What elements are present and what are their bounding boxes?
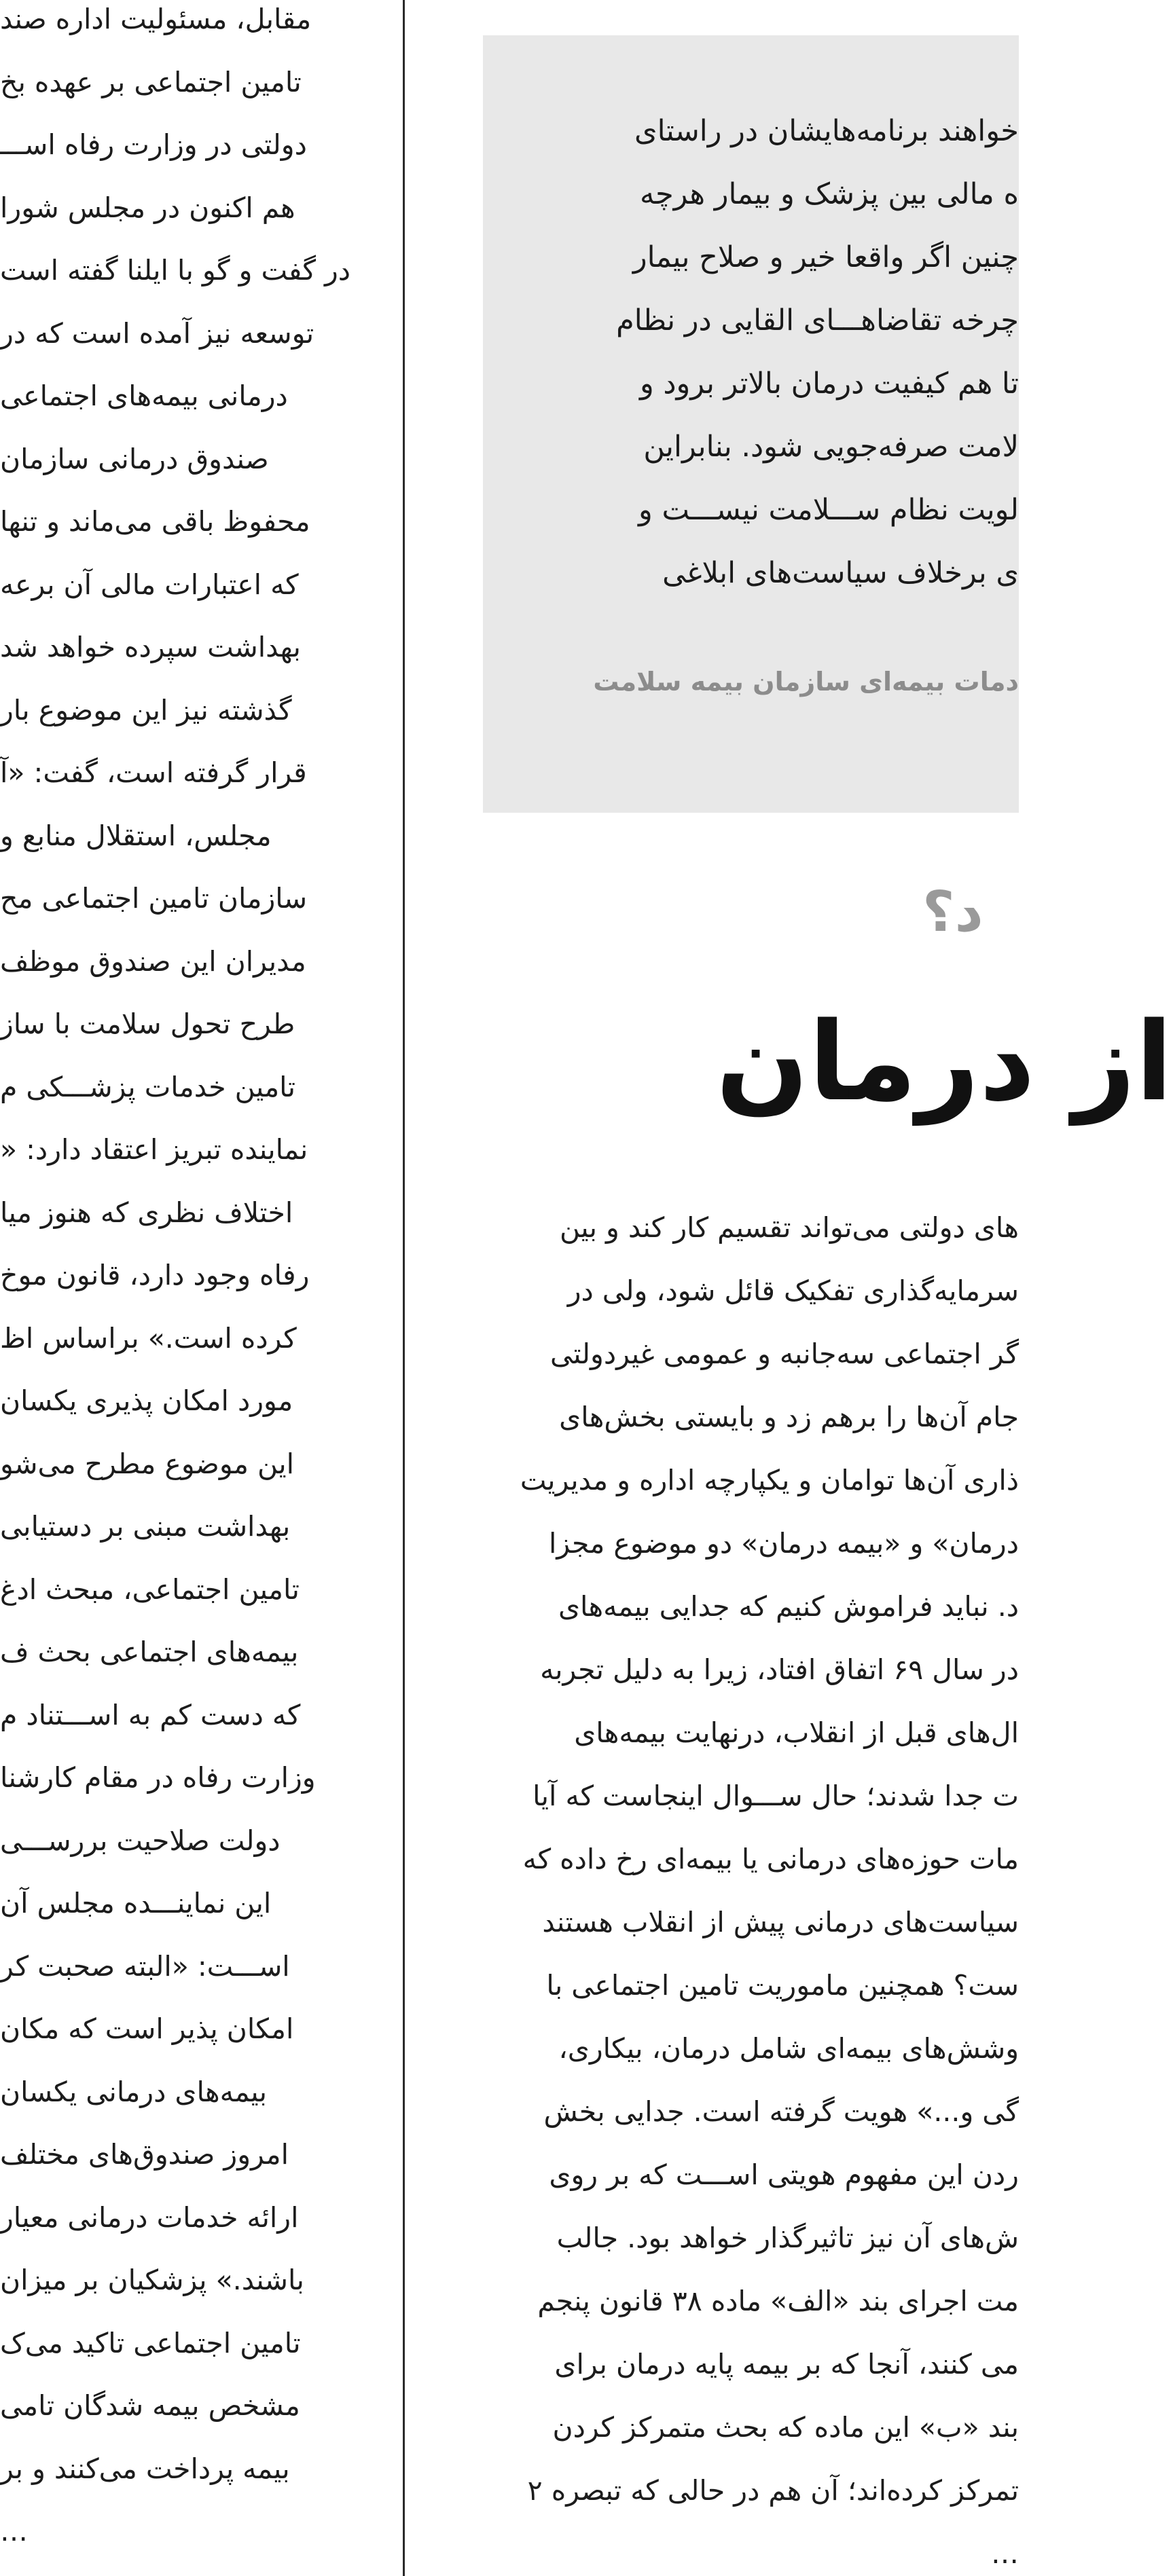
text-line: … — [0, 2515, 28, 2547]
text-line: ردن این مفهوم هویتی اســـت که بر روی — [549, 2158, 1019, 2191]
text-line: بیمه‌های اجتماعی بحث ف — [0, 1636, 299, 1668]
text-line: گی و...» هویت گرفته است. جدایی بخش — [543, 2095, 1019, 2128]
text-line: تامین خدمات پزشـــکی م — [0, 1070, 296, 1103]
text-line: که اعتبارات مالی آن برعه — [0, 568, 299, 601]
text-line: توسعه نیز آمده است که در — [0, 316, 314, 350]
quote-line: چرخه تقاضاهـــای القایی در نظام — [616, 303, 1019, 337]
text-line: بیمه پرداخت می‌کنند و بر — [0, 2452, 290, 2485]
text-line: وزارت رفاه در مقام کارشنا — [0, 1761, 316, 1794]
text-line: مقابل، مسئولیت اداره صند — [0, 3, 312, 35]
text-line: بهداشت مبنی بر دستیابی — [0, 1510, 291, 1543]
text-line: درمان» و «بیمه درمان» دو موضوع مجزا — [548, 1527, 1019, 1560]
text-line: امکان پذیر است که مکان — [0, 2012, 294, 2045]
text-line: تامین اجتماعی تاکید می‌ک — [0, 2326, 301, 2359]
text-line: ت جدا شدند؛ حال ســـوال اینجاست که آیا — [533, 1780, 1019, 1812]
text-line: محفوظ باقی می‌ماند و تنها — [0, 505, 310, 538]
text-line: تمرکز کرده‌اند؛ آن هم در حالی که تبصره ۲ — [527, 2474, 1019, 2507]
text-line: وشش‌های بیمه‌ای شامل درمان، بیکاری، — [558, 2032, 1019, 2065]
column-divider — [403, 0, 405, 2576]
text-line: جام آن‌ها را برهم زد و بایستی بخش‌های — [559, 1401, 1019, 1433]
text-line: مدیران این صندوق موظف — [0, 944, 306, 978]
quote-line: ه مالی بین پزشک و بیمار هرچه — [640, 177, 1019, 211]
text-line: مورد امکان پذیری یکسان — [0, 1384, 293, 1417]
text-line: قرار گرفته است، گفت: «آ — [0, 756, 307, 789]
text-line: هم اکنون در مجلس شورا — [0, 191, 295, 224]
quote-line: لامت صرفه‌جویی شود. بنابراین — [643, 430, 1019, 464]
quote-line: چنین اگر واقعا خیر و صلاح بیمار — [632, 240, 1019, 274]
text-line: بهداشت سپرده خواهد شد — [0, 631, 301, 663]
text-line: سیاست‌های درمانی پیش از انقلاب هستند — [542, 1906, 1019, 1938]
text-line: این نماینـــده مجلس آن — [0, 1887, 272, 1919]
headline: از درمان — [716, 998, 1173, 1125]
text-line: دولت صلاحیت بررســـی — [0, 1824, 281, 1857]
text-line: باشند.» پزشکیان بر میزان — [0, 2264, 304, 2296]
text-line: تامین اجتماعی، مبحث ادغ — [0, 1572, 300, 1606]
text-line: نماینده تبریز اعتقاد دارد: « — [0, 1133, 308, 1166]
kicker-text: د؟ — [922, 880, 983, 944]
pull-quote-box — [483, 35, 1019, 813]
text-line: صندوق درمانی سازمان — [0, 442, 269, 475]
text-line: ارائه خدمات درمانی معیار — [0, 2201, 299, 2234]
text-line: سازمان تامین اجتماعی مح — [0, 882, 308, 915]
text-line: مت اجرای بند «الف» ماده ۳۸ قانون پنجم — [537, 2285, 1019, 2317]
text-line: در گفت و گو با ایلنا گفته است — [0, 254, 351, 287]
text-line: مجلس، استقلال منابع و — [0, 819, 272, 852]
quote-line: خواهند برنامه‌هایشان در راستای — [634, 114, 1019, 148]
text-line: اســـت: «البته صحبت کر — [0, 1949, 290, 1983]
text-line: دولتی در وزارت رفاه اســـ — [0, 128, 307, 161]
text-line: می کنند، آنجا که بر بیمه پایه درمان برای — [554, 2348, 1019, 2380]
pull-quote-source: دمات بیمه‌ای سازمان بیمه سلامت — [593, 667, 1019, 697]
text-line: اختلاف نظری که هنوز میا — [0, 1196, 293, 1229]
text-line: که دست کم به اســـتناد م — [0, 1698, 301, 1731]
text-line: رفاه وجود دارد، قانون موخ — [0, 1259, 310, 1291]
text-line: مات حوزه‌های درمانی یا بیمه‌ای رخ داده که — [522, 1843, 1019, 1875]
text-line: ال‌های قبل از انقلاب، درنهایت بیمه‌های — [574, 1716, 1019, 1749]
text-line: گذشته نیز این موضوع بار — [0, 693, 292, 726]
quote-line: ی برخلاف سیاست‌های ابلاغی — [662, 556, 1019, 590]
text-line: درمانی بیمه‌های اجتماعی — [0, 380, 288, 412]
text-line: بیمه‌های درمانی یکسان — [0, 2075, 268, 2108]
text-line: امروز صندوق‌های مختلف — [0, 2138, 289, 2171]
text-line: مشخص بیمه شدگان تامی — [0, 2389, 300, 2422]
text-line: ست؟ همچنین ماموریت تامین اجتماعی با — [546, 1969, 1019, 2002]
text-line: گر اجتماعی سه‌جانبه و عمومی غیردولتی — [550, 1338, 1019, 1370]
text-line: بند «ب» این ماده که بحث متمرکز کردن — [552, 2411, 1019, 2444]
text-line: طرح تحول سلامت با ساز — [0, 1008, 295, 1040]
quote-line: لویت نظام ســـلامت نیســـت و — [638, 493, 1019, 527]
body-text-column — [477, 1202, 1019, 2576]
text-line: تامین اجتماعی بر عهده بخ — [0, 65, 302, 98]
text-line: د. نباید فراموش کنیم که جدایی بیمه‌های — [558, 1590, 1019, 1623]
text-line: سرمایه‌گذاری تفکیک قائل شود، ولی در — [567, 1274, 1019, 1307]
quote-line: تا هم کیفیت درمان بالاتر برود و — [639, 367, 1019, 401]
text-line: در سال ۶۹ اتفاق افتاد، زیرا به دلیل تجربه — [540, 1653, 1019, 1686]
text-line: این موضوع مطرح می‌شو — [0, 1447, 295, 1480]
text-line: ش‌های آن نیز تاثیرگذار خواهد بود. جالب — [556, 2222, 1019, 2254]
text-line: های دولتی می‌تواند تقسیم کار کند و بین — [560, 1211, 1019, 1244]
left-text-column — [0, 0, 386, 2576]
text-line: ذاری آن‌ها توامان و یکپارچه اداره و مدیریت — [520, 1464, 1019, 1496]
text-line: … — [991, 2537, 1019, 2570]
text-line: کرده است.» براساس اظ — [0, 1321, 297, 1355]
